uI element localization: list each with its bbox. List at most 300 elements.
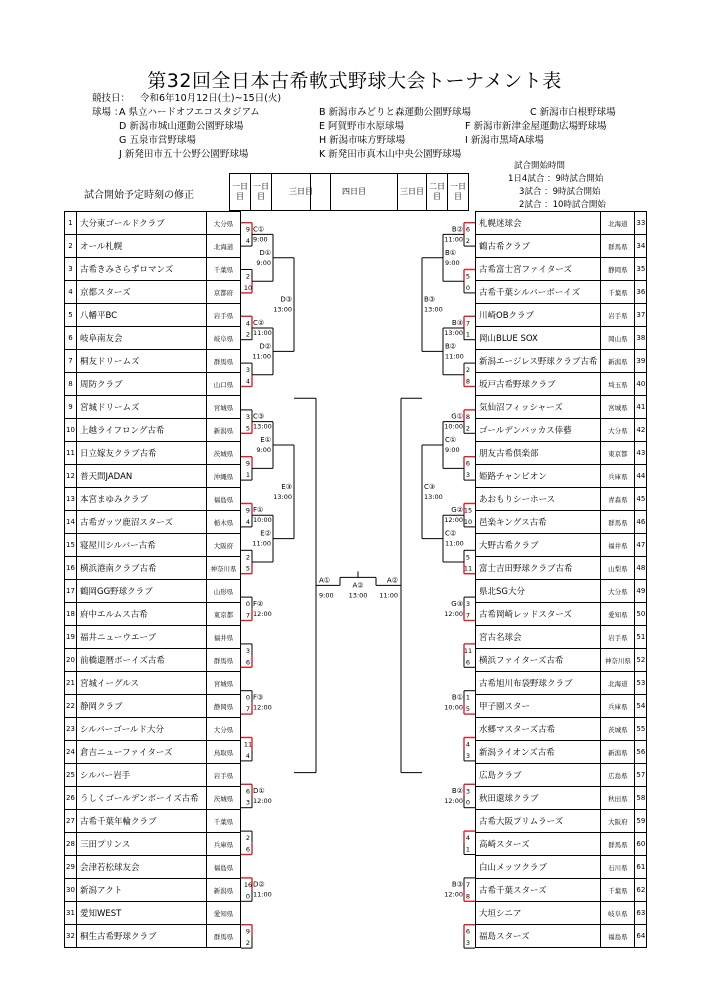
seed-number: 2 [65,235,77,258]
seed-number: 46 [635,511,647,534]
team-name: 古希大阪プリムラーズ [476,810,601,833]
match-time: 9:00 [445,446,460,454]
team-name: 大分東ゴールドクラブ [77,212,207,235]
day-col: 一日目 [251,174,272,211]
seed-number: 11 [65,442,77,465]
score-bottom: 10 [243,283,253,292]
match-time: 12:00 [253,609,272,618]
match-time: 11:00 [253,329,272,337]
match-time: 11:00 [252,352,271,361]
match-label: D① [259,248,271,257]
seed-number: 44 [635,465,647,488]
seed-number: 45 [635,488,647,511]
venue-h: H 新潟市味方野球場 [319,135,406,146]
score-top: 16 [243,880,253,889]
day-col: 一日目 [230,174,251,211]
team-prefecture: 福井県 [601,534,635,557]
score-bottom: 0 [245,892,251,901]
team-prefecture: 茨城県 [207,787,241,810]
seed-number: 64 [635,925,647,948]
score-top: 3 [245,646,251,655]
score-top: 6 [245,787,251,796]
score-bottom: 1 [245,471,251,480]
team-prefecture: 福島県 [207,856,241,879]
team-prefecture: 大分県 [207,718,241,741]
team-name: 古希富士宮ファイターズ [476,258,601,281]
seed-number: 58 [635,787,647,810]
score-bottom: 1 [465,330,471,339]
match-time: 11:00 [445,352,464,361]
team-prefecture: 兵庫県 [601,465,635,488]
team-prefecture: 群馬県 [207,350,241,373]
seed-number: 23 [65,718,77,741]
seed-number: 9 [65,396,77,419]
match-time: 9:00 [256,258,271,267]
team-name: 普天間JADAN [77,465,207,488]
score-bottom: 7 [465,611,471,620]
team-name: 高崎スターズ [476,833,601,856]
team-prefecture: 埼玉県 [601,373,635,396]
team-name: 八幡平BC [77,304,207,327]
team-prefecture: 東京都 [207,603,241,626]
score-bottom: 2 [245,939,251,948]
match-time: 13:00 [424,305,443,314]
seed-number: 37 [635,304,647,327]
score-top: 3 [465,787,471,796]
match-time: 10:00 [253,516,272,525]
team-prefecture: 千葉県 [601,281,635,304]
score-top: 11 [243,740,253,749]
seed-number: 6 [65,327,77,350]
match-label: F③ [253,693,264,702]
team-prefecture: 岩手県 [601,304,635,327]
venues-label: 球場 ： [92,107,124,118]
seed-number: 25 [65,764,77,787]
seed-number: 5 [65,304,77,327]
match-label: C② [445,529,457,538]
team-prefecture: 新潟県 [601,350,635,373]
score-top: 9 [245,225,251,234]
venue-e: E 阿賀野市水原球場 [319,121,405,132]
team-name: 白山メッツクラブ [476,856,601,879]
match-label: B③ [451,880,463,889]
match-time: 12:00 [444,516,463,525]
team-name: 古希千葉シルバーボーイズ [476,281,601,304]
team-prefecture: 岐阜県 [601,902,635,925]
team-name: オール札幌 [77,235,207,258]
match-label: D③ [280,295,292,304]
team-prefecture: 千葉県 [207,810,241,833]
match-label: B② [451,225,463,234]
match-time: 13:00 [253,422,272,431]
team-name: 前橋還暦ボーイズ古希 [77,649,207,672]
score-bottom: 5 [245,424,251,433]
seed-number: 1 [65,212,77,235]
score-bottom: 2 [245,330,251,339]
start-times-title: 試合開始時間 [514,161,566,171]
team-prefecture: 岩手県 [207,764,241,787]
score-top: 9 [245,506,251,515]
seed-number: 8 [65,373,77,396]
team-name: 福井ニューウエーブ [77,626,207,649]
score-bottom: 6 [465,658,471,667]
day-col: 二日目 [427,174,448,211]
match-time: 11:00 [445,539,464,548]
start-times-line-2: 3試合 ：9時試合開始 [519,187,601,197]
team-name: 府中エルムス古希 [77,603,207,626]
dates-label: 競技日： [92,93,131,104]
score-bottom: 0 [465,283,471,292]
team-name: 日立嫁友クラブ古希 [77,442,207,465]
team-name: 寝屋川シルバー古希 [77,534,207,557]
seed-number: 38 [635,327,647,350]
venue-k: K 新発田市真木山中央公園野球場 [319,149,462,160]
seed-number: 32 [65,925,77,948]
score-top: 9 [245,459,251,468]
match-label: G② [451,506,463,515]
score-bottom: 3 [245,798,251,807]
team-name: 古希ガッツ鹿沼スターズ [77,511,207,534]
seed-number: 63 [635,902,647,925]
team-name: 水郷マスターズ古希 [476,718,601,741]
score-top: 2 [245,553,251,562]
score-top: 0 [245,693,251,702]
team-name: 古希きみさらずロマンズ [77,258,207,281]
team-name: 広島クラブ [476,764,601,787]
team-prefecture: 北海道 [601,672,635,695]
team-name: シルバーゴールド大分 [77,718,207,741]
match-time: 9:00 [253,235,268,244]
venue-b: B 新潟市みどりと森運動公園野球場 [319,107,472,118]
match-label: C③ [424,482,436,491]
seed-number: 52 [635,649,647,672]
match-time: 9:00 [445,258,460,267]
team-name: 宮城ドリームズ [77,396,207,419]
team-prefecture: 沖縄県 [207,465,241,488]
team-prefecture: 青森県 [601,488,635,511]
seed-number: 21 [65,672,77,695]
team-prefecture: 岩手県 [207,304,241,327]
score-bottom: 4 [245,751,251,760]
team-name: うしくゴールデンボーイズ古希 [77,787,207,810]
match-label: B② [445,342,457,351]
seed-number: 15 [65,534,77,557]
team-prefecture: 大分県 [601,419,635,442]
team-prefecture: 群馬県 [601,511,635,534]
team-name: 愛知WEST [77,902,207,925]
page-title: 第32回全日本古希軟式野球大会トーナメント表 [147,70,562,92]
team-prefecture: 兵庫県 [601,695,635,718]
match-time: 13:00 [444,329,463,337]
seed-number: 53 [635,672,647,695]
match-label: B① [445,248,457,257]
team-prefecture: 茨城県 [601,718,635,741]
team-prefecture: 宮城県 [601,396,635,419]
team-name: 川崎OBクラブ [476,304,601,327]
score-top: 6 [465,459,471,468]
team-prefecture: 栃木県 [207,511,241,534]
team-name: 県北SG大分 [476,580,601,603]
score-top: 3 [245,412,251,421]
seed-number: 54 [635,695,647,718]
venue-i: I 新潟市黒埼A球場 [465,135,544,146]
team-name: 古希千葉スターズ [476,879,601,902]
seed-number: 19 [65,626,77,649]
team-prefecture: 新潟県 [601,741,635,764]
score-bottom: 10 [463,517,473,526]
score-top: 15 [463,506,473,515]
team-prefecture: 宮城県 [207,672,241,695]
score-bottom: 7 [245,705,251,714]
seed-number: 35 [635,258,647,281]
team-prefecture: 群馬県 [207,649,241,672]
score-bottom: 2 [465,424,471,433]
match-label: F① [253,506,264,515]
score-bottom: 4 [245,517,251,526]
team-prefecture: 秋田県 [601,787,635,810]
seed-number: 7 [65,350,77,373]
score-top: 11 [463,646,473,655]
team-name: 新潟アクト [77,879,207,902]
team-prefecture: 愛知県 [207,902,241,925]
team-name: 桐友ドリームズ [77,350,207,373]
seed-number: 20 [65,649,77,672]
team-name: 鶴岡GG野球クラブ [77,580,207,603]
venue-d: D 新潟市城山運動公園野球場 [119,121,244,132]
match-time: 11:00 [253,890,272,899]
team-name: 姫路チャンピオン [476,465,601,488]
seed-number: 13 [65,488,77,511]
score-top: 4 [465,740,471,749]
seed-number: 59 [635,810,647,833]
score-top: 5 [465,272,471,281]
score-bottom: 11 [463,564,473,573]
team-name: 会津若松球友会 [77,856,207,879]
team-prefecture: 福島県 [207,488,241,511]
seed-number: 28 [65,833,77,856]
team-name: 大野古希クラブ [476,534,601,557]
team-name: 坂戸古希野球クラブ [476,373,601,396]
final-label: A② [352,581,364,590]
match-label: B② [451,787,463,795]
score-top: 2 [465,366,471,375]
team-prefecture: 兵庫県 [207,833,241,856]
team-prefecture: 山口県 [207,373,241,396]
team-name: 横浜港南クラブ古希 [77,557,207,580]
seed-number: 43 [635,442,647,465]
seed-number: 36 [635,281,647,304]
seed-number: 34 [635,235,647,258]
venue-f: F 新潟市新津金屋運動広場野球場 [465,121,607,132]
match-time: 11:00 [444,235,463,244]
team-prefecture: 静岡県 [601,258,635,281]
seed-number: 60 [635,833,647,856]
team-name: 新潟エージレス野球クラブ古希 [476,350,601,373]
team-prefecture: 岐阜県 [207,327,241,350]
match-time: 12:00 [444,609,463,618]
match-label: E③ [281,482,292,491]
seed-number: 29 [65,856,77,879]
dates-value: 令和6年10月12日(土)~15日(火) [140,93,282,104]
seed-number: 10 [65,419,77,442]
team-prefecture: 新潟県 [207,879,241,902]
venue-g: G 五泉市営野球場 [119,135,196,146]
score-bottom: 4 [245,237,251,246]
seed-number: 42 [635,419,647,442]
match-label: G① [451,412,463,421]
team-prefecture: 茨城県 [207,442,241,465]
team-prefecture: 岩手県 [601,626,635,649]
team-name: 古希千葉年輪クラブ [77,810,207,833]
team-name: 岡山BLUE SOX [476,327,601,350]
match-label: D① [253,787,265,795]
seed-number: 27 [65,810,77,833]
score-top: 5 [465,553,471,562]
seed-number: 51 [635,626,647,649]
team-prefecture: 石川県 [601,856,635,879]
score-top: 0 [245,600,251,609]
score-bottom: 4 [245,377,251,386]
start-times-line-1: 1日4試合 ：9時試合開始 [508,174,604,184]
match-time: 9:00 [319,591,334,600]
team-name: 岐阜南友会 [77,327,207,350]
seed-number: 57 [635,764,647,787]
team-name: 三田プリンス [77,833,207,856]
team-name: 秋田還球クラブ [476,787,601,810]
match-label: C① [253,225,265,234]
score-top: 3 [245,366,251,375]
match-label: E② [260,529,271,538]
team-prefecture: 群馬県 [601,833,635,856]
venue-j: J 新発田市五十公野公園野球場 [119,149,249,160]
seed-number: 31 [65,902,77,925]
team-name: 鶴古希クラブ [476,235,601,258]
team-name: 静岡クラブ [77,695,207,718]
match-time: 11:00 [379,591,398,600]
team-prefecture: 山梨県 [601,557,635,580]
seed-number: 39 [635,350,647,373]
schedule-correction-note: 試合開始予定時刻の修正 [84,190,194,201]
seed-number: 49 [635,580,647,603]
team-name: 宮城イーグルス [77,672,207,695]
match-label: A② [386,576,398,585]
team-prefecture: 愛知県 [601,603,635,626]
day-col: 一日目 [448,174,469,211]
team-prefecture: 大阪府 [207,534,241,557]
match-label: B① [451,693,463,702]
score-bottom: 3 [465,751,471,760]
match-time: 12:00 [444,890,463,899]
match-label: G③ [451,599,463,608]
team-prefecture: 岡山県 [601,327,635,350]
score-top: 9 [245,927,251,936]
seed-number: 3 [65,258,77,281]
team-name: 富士吉田野球クラブ古希 [476,557,601,580]
team-name: 宮古名球会 [476,626,601,649]
team-prefecture: 北海道 [207,235,241,258]
team-prefecture: 神奈川県 [601,649,635,672]
score-top: 7 [465,319,471,328]
match-time: 13:00 [273,305,292,314]
seed-number: 40 [635,373,647,396]
match-time: 13:00 [273,492,292,501]
team-prefecture: 静岡県 [207,695,241,718]
team-name: 朋友古希倶楽部 [476,442,601,465]
match-time: 12:00 [444,797,463,805]
score-bottom: 6 [245,658,251,667]
team-name: 甲子園スター [476,695,601,718]
seed-number: 55 [635,718,647,741]
score-bottom: 1 [465,845,471,854]
team-prefecture: 群馬県 [207,925,241,948]
score-bottom: 3 [465,939,471,948]
match-label: B③ [424,295,436,304]
match-label: B③ [451,319,463,327]
team-name: 倉吉ニューファイターズ [77,741,207,764]
seed-number: 24 [65,741,77,764]
seed-number: 14 [65,511,77,534]
team-prefecture: 宮城県 [207,396,241,419]
seed-number: 16 [65,557,77,580]
seed-number: 62 [635,879,647,902]
score-bottom: 7 [245,611,251,620]
team-name: 上越ライフロング古希 [77,419,207,442]
score-bottom: 6 [245,845,251,854]
score-bottom: 2 [465,237,471,246]
seed-number: 50 [635,603,647,626]
score-top: 8 [465,412,471,421]
score-bottom: 8 [465,892,471,901]
team-name: 札幌迷球会 [476,212,601,235]
seed-number: 41 [635,396,647,419]
match-time: 10:00 [444,703,463,712]
team-name: 気仙沼フィッシャーズ [476,396,601,419]
venue-c: C 新潟市白根野球場 [530,107,616,118]
team-prefecture: 新潟県 [207,419,241,442]
team-name: 大垣シニア [476,902,601,925]
team-name: 邑楽キングス古希 [476,511,601,534]
score-top: 4 [245,319,251,328]
match-time: 12:00 [253,703,272,712]
seed-number: 47 [635,534,647,557]
team-prefecture: 大阪府 [601,810,635,833]
match-label: A① [319,576,331,585]
team-prefecture: 福島県 [601,925,635,948]
team-name: ゴールデンバッカス倖藝 [476,419,601,442]
seed-number: 56 [635,741,647,764]
seed-number: 22 [65,695,77,718]
score-top: 1 [465,693,471,702]
day-col: 三日目 [272,174,331,211]
day-col: 四日目 [311,174,398,211]
score-bottom: 0 [465,798,471,807]
match-time: 13:00 [424,492,443,501]
team-prefecture: 千葉県 [601,879,635,902]
team-prefecture: 東京都 [601,442,635,465]
seed-number: 12 [65,465,77,488]
team-name: 新潟ライオンズ古希 [476,741,601,764]
team-prefecture: 群馬県 [601,235,635,258]
seed-number: 26 [65,787,77,810]
seed-number: 4 [65,281,77,304]
team-prefecture: 山形県 [207,580,241,603]
team-name: 京都スターズ [77,281,207,304]
team-name: 桐生古希野球クラブ [77,925,207,948]
team-name: 古希岡崎レッドスターズ [476,603,601,626]
match-label: C① [445,436,457,444]
seed-number: 61 [635,856,647,879]
team-name: シルバー岩手 [77,764,207,787]
